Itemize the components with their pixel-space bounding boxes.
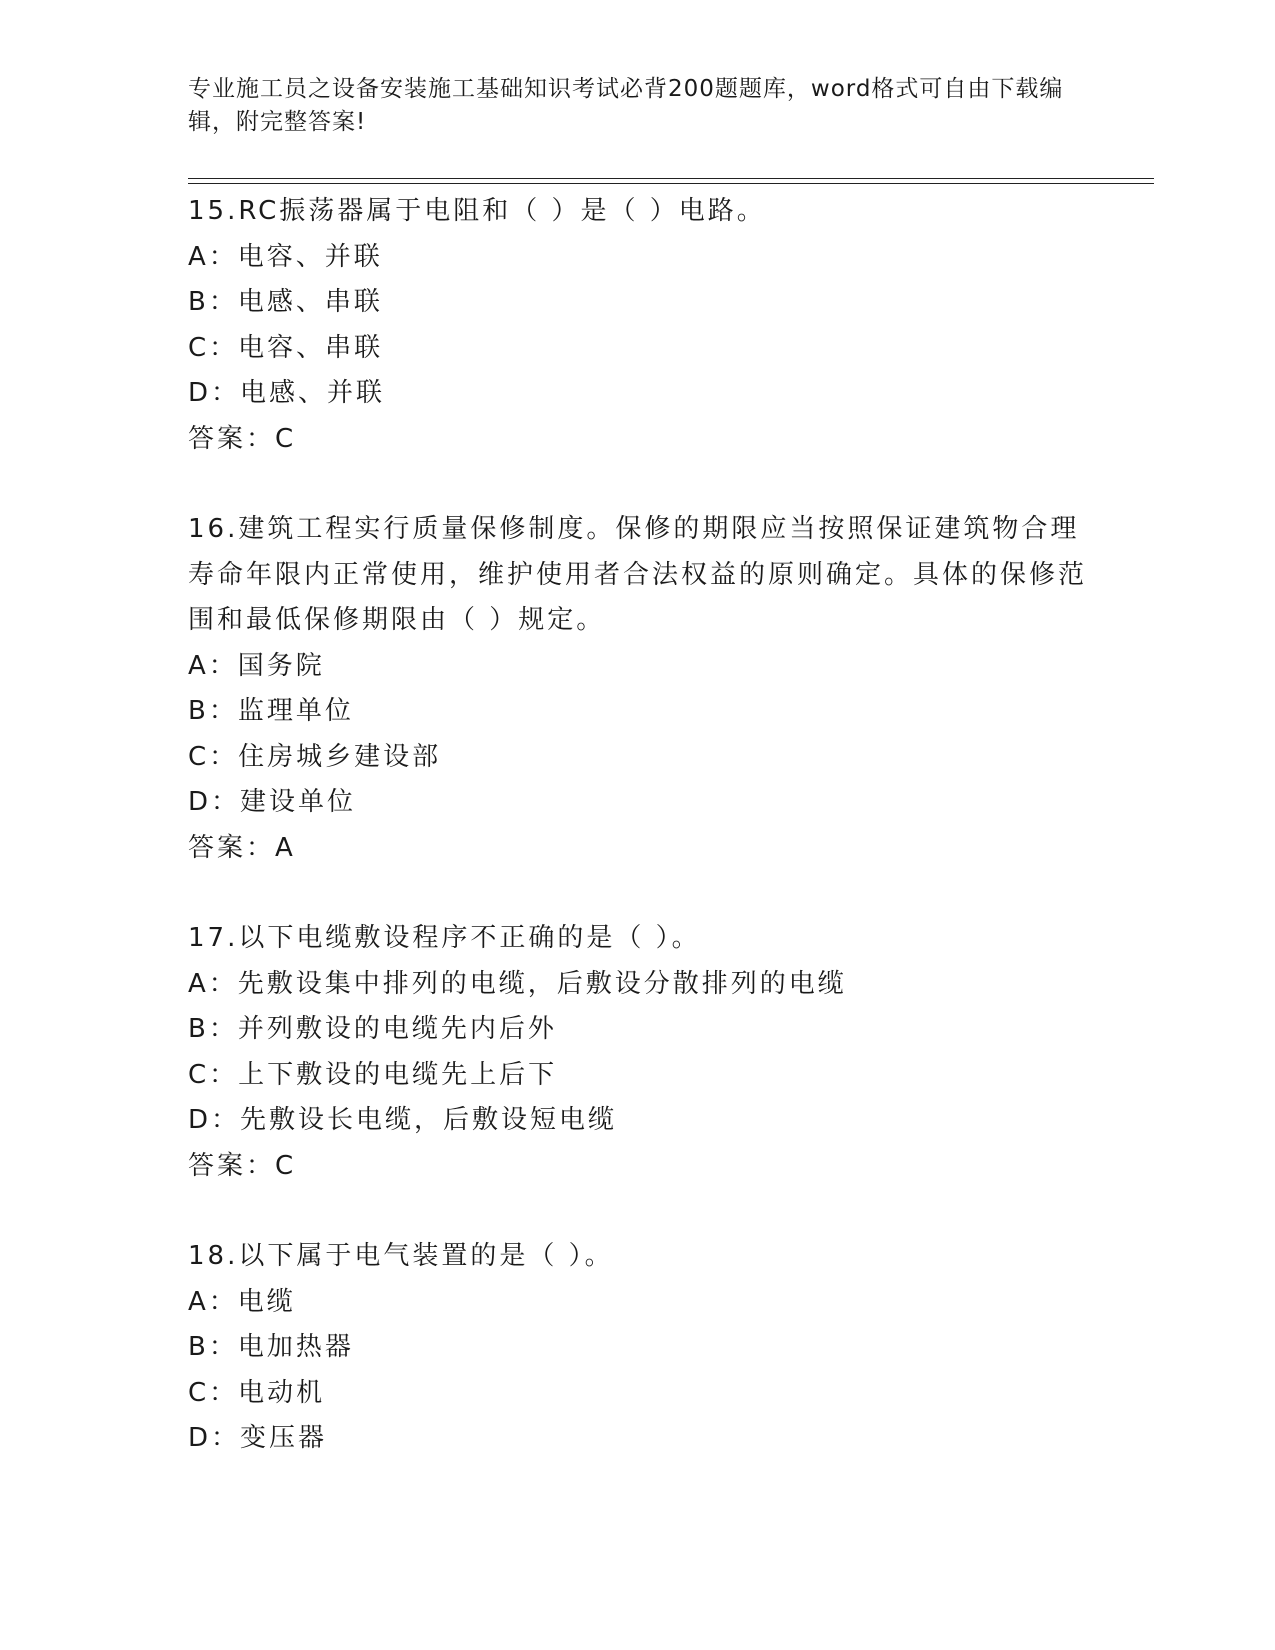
question-stem: 15.RC振荡器属于电阻和（ ）是（ ）电路。 (188, 196, 766, 226)
header-divider-bottom (188, 183, 1154, 184)
option-a: A：电容、并联 (188, 241, 383, 272)
option-b: B：电加热器 (188, 1332, 354, 1362)
option-d: D：变压器 (188, 1423, 328, 1453)
option-d: D：电感、并联 (188, 378, 386, 408)
option-c: C：电容、串联 (188, 332, 384, 363)
question-stem: 17.以下电缆敷设程序不正确的是（ ）。 (188, 923, 701, 953)
option-b: B：监理单位 (188, 696, 354, 726)
option-a: A：先敷设集中排列的电缆，后敷设分散排列的电缆 (188, 968, 847, 999)
option-c: C：电动机 (188, 1377, 326, 1408)
option-a: A：国务院 (188, 650, 325, 681)
option-b: B：电感、串联 (188, 287, 383, 317)
option-a: A：电缆 (188, 1286, 296, 1317)
option-c: C：住房城乡建设部 (188, 741, 442, 772)
option-b: B：并列敷设的电缆先内后外 (188, 1014, 557, 1044)
option-c: C：上下敷设的电缆先上后下 (188, 1059, 558, 1090)
question-15 (188, 189, 1088, 462)
question-list (188, 189, 1088, 1507)
option-d: D：建设单位 (188, 787, 357, 817)
answer-line: 答案：A (188, 832, 296, 863)
document-title: 专业施工员之设备安装施工基础知识考试必背200题题库，word格式可自由下载编辑，附完整答案! (188, 76, 1064, 135)
question-16 (188, 507, 1088, 871)
question-18 (188, 1234, 1088, 1462)
option-d: D：先敷设长电缆，后敷设短电缆 (188, 1105, 618, 1135)
question-stem: 16.建筑工程实行质量保修制度。保修的期限应当按照保证建筑物合理寿命年限内正常使用，维护使用者合法权益的原则确定。具体的保修范围和最低保修期限由（ ）规定。 (188, 514, 1088, 635)
header-divider-top (188, 178, 1154, 179)
question-stem: 18.以下属于电气装置的是（ ）。 (188, 1241, 614, 1271)
answer-line: 答案：C (188, 1150, 297, 1181)
answer-line: 答案：C (188, 423, 297, 454)
question-17 (188, 916, 1088, 1189)
